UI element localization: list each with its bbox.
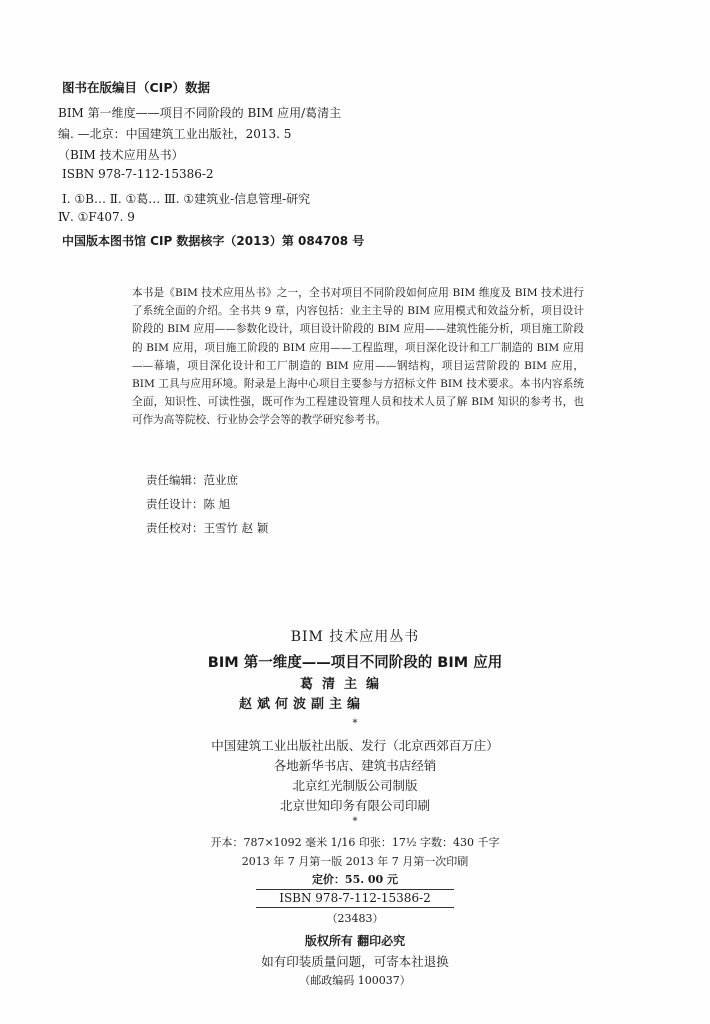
deputy-editors: 赵斌何波副主编	[239, 697, 366, 712]
responsible-editor: 责任编辑：范业庶	[146, 473, 238, 487]
format-specs: 开本：787×1092 毫米 1/16 印张：17½ 字数：430 千字	[210, 836, 500, 849]
printer-line: 北京世知印务有限公司印刷	[279, 798, 430, 813]
typesetter-line: 北京红光制版公司制版	[292, 778, 418, 793]
cip-line-publisher: 编. —北京：中国建筑工业出版社，2013. 5	[58, 127, 292, 141]
cip-line-series: （BIM 技术应用丛书）	[58, 148, 184, 162]
separator-star-top: *	[352, 718, 358, 729]
book-abstract: 本书是《BIM 技术应用丛书》之一，全书对项目不同阶段如何应用 BIM 维度及 BIM 技术进行了系统全面的介绍。全书共 9 章，内容包括：业主主导的 BIM 应用模式和效益分析，项目设计阶段的 BIM 应用——参数化设计，项目设计阶段的 BIM 应用——建筑性能分析，项目施工阶段的 BIM 应用，项目施工阶段的 BIM 应用——工程监理，项目深化设计和工厂制造的 BIM 应用——幕墙，项目深化设计和工厂制造的 BIM 应用——钢结构，项目运营阶段的 BIM 应用，BIM 工具与应用环境。附录是上海中心项目主要参与方招标文件 BIM 技术要求。本书内容系统全面，知识性、可读性强，既可作为工程建设管理人员和技术人员了解 BIM 知识的参考书，也可作为高等院校、行业协会学会等的教学研究参考书。	[132, 287, 584, 427]
responsible-proofreader: 责任校对：王雪竹 赵 颖	[146, 521, 269, 535]
return-notice: 如有印装质量问题，可寄本社退换	[261, 954, 449, 969]
cip-line-clc: Ⅳ. ①F407. 9	[58, 210, 135, 224]
cip-line-isbn: ISBN 978-7-112-15386-2	[62, 167, 214, 181]
edition-line: 2013 年 7 月第一版 2013 年 7 月第一次印刷	[241, 855, 469, 868]
distributor-line: 各地新华书店、建筑书店经销	[273, 758, 437, 773]
price-line: 定价：55. 00 元	[311, 873, 399, 886]
series-name: BIM 技术应用丛书	[290, 629, 420, 645]
separator-star-bottom: *	[352, 816, 358, 827]
responsible-designer: 责任设计：陈 旭	[146, 497, 231, 511]
cip-line-title: BIM 第一维度——项目不同阶段的 BIM 应用/葛清主	[58, 106, 342, 120]
cip-heading: 图书在版编目（CIP）数据	[62, 80, 210, 95]
publisher-line: 中国建筑工业出版社出版、发行（北京西郊百万庄）	[211, 738, 499, 753]
postcode-line: （邮政编码 100037）	[299, 974, 411, 987]
cip-line-classification: Ⅰ. ①B… Ⅱ. ①葛… Ⅲ. ①建筑业-信息管理-研究	[62, 192, 311, 206]
chief-editor: 葛清主编	[300, 677, 389, 692]
isbn-line: ISBN 978-7-112-15386-2	[256, 889, 454, 908]
book-title: BIM 第一维度——项目不同阶段的 BIM 应用	[207, 655, 503, 671]
book-code: （23483）	[326, 912, 384, 925]
cip-core-number: 中国版本图书馆 CIP 数据核字（2013）第 084708 号	[62, 234, 365, 248]
copyright-notice: 版权所有 翻印必究	[304, 934, 406, 948]
